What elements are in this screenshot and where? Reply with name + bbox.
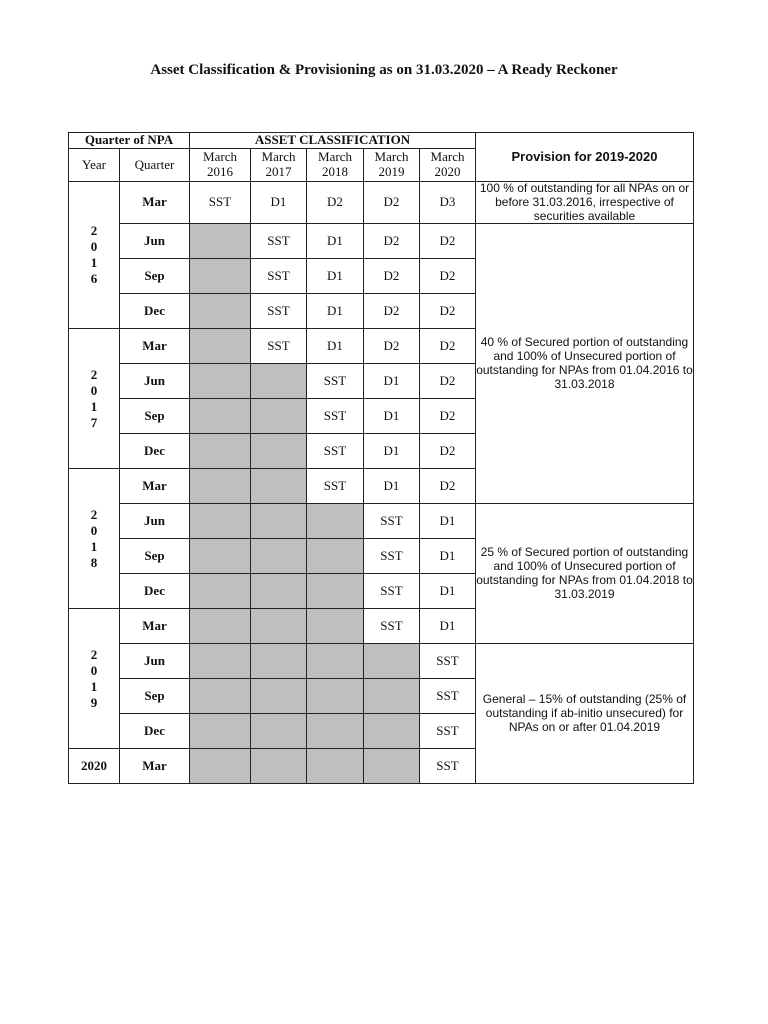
quarter-cell: Jun: [120, 644, 190, 679]
shaded-cell: [190, 539, 251, 574]
year-cell-2018: 2 0 1 8: [69, 469, 120, 609]
quarter-cell: Dec: [120, 294, 190, 329]
classification-cell: D1: [251, 182, 307, 224]
shaded-cell: [307, 609, 364, 644]
classification-cell: D2: [364, 182, 420, 224]
classification-cell: SST: [364, 609, 420, 644]
column-header-march-2017: March 2017: [251, 149, 307, 182]
table-row: [69, 504, 694, 539]
shaded-cell: [307, 644, 364, 679]
classification-cell: SST: [307, 469, 364, 504]
quarter-cell: Dec: [120, 574, 190, 609]
shaded-cell: [307, 749, 364, 784]
shaded-cell: [251, 679, 307, 714]
shaded-cell: [190, 714, 251, 749]
shaded-cell: [190, 469, 251, 504]
classification-cell: SST: [251, 329, 307, 364]
classification-cell: D2: [420, 399, 476, 434]
quarter-cell: Jun: [120, 504, 190, 539]
shaded-cell: [190, 224, 251, 259]
shaded-cell: [190, 644, 251, 679]
quarter-cell: Mar: [120, 609, 190, 644]
classification-cell: D2: [364, 329, 420, 364]
shaded-cell: [190, 259, 251, 294]
provision-header: Provision for 2019-2020: [476, 133, 694, 182]
classification-cell: D2: [307, 182, 364, 224]
shaded-cell: [190, 294, 251, 329]
shaded-cell: [251, 609, 307, 644]
shaded-cell: [364, 679, 420, 714]
table-row: [69, 182, 694, 224]
column-header-march-2018: March 2018: [307, 149, 364, 182]
provision-cell-2: 40 % of Secured portion of outstanding and 100% of Unsecured portion of outstanding for NPAs from 01.04.2016 to 31.03.2018: [476, 224, 694, 504]
shaded-cell: [190, 609, 251, 644]
classification-cell: SST: [420, 644, 476, 679]
shaded-cell: [307, 504, 364, 539]
classification-cell: SST: [364, 504, 420, 539]
shaded-cell: [251, 399, 307, 434]
classification-cell: D1: [364, 434, 420, 469]
quarter-cell: Dec: [120, 714, 190, 749]
classification-cell: D1: [420, 574, 476, 609]
classification-cell: SST: [307, 364, 364, 399]
classification-cell: D1: [364, 469, 420, 504]
classification-cell: SST: [307, 434, 364, 469]
column-header-march-2019: March 2019: [364, 149, 420, 182]
quarter-column-header: Quarter: [120, 149, 190, 182]
column-header-march-2020: March 2020: [420, 149, 476, 182]
shaded-cell: [364, 644, 420, 679]
classification-cell: D1: [420, 539, 476, 574]
classification-cell: D1: [420, 609, 476, 644]
classification-cell: D2: [420, 364, 476, 399]
classification-cell: D2: [420, 259, 476, 294]
classification-cell: D1: [307, 259, 364, 294]
shaded-cell: [190, 329, 251, 364]
provision-cell-1: 100 % of outstanding for all NPAs on or before 31.03.2016, irrespective of securities available: [476, 182, 694, 224]
year-cell-2016: 2 0 1 6: [69, 182, 120, 329]
classification-cell: D3: [420, 182, 476, 224]
column-header-march-2016: March 2016: [190, 149, 251, 182]
classification-cell: D2: [420, 329, 476, 364]
classification-cell: D2: [364, 294, 420, 329]
classification-cell: D1: [364, 399, 420, 434]
classification-cell: D1: [420, 504, 476, 539]
shaded-cell: [251, 644, 307, 679]
table-row: [69, 224, 694, 259]
classification-cell: D2: [420, 294, 476, 329]
classification-cell: D2: [420, 224, 476, 259]
shaded-cell: [251, 469, 307, 504]
shaded-cell: [364, 714, 420, 749]
shaded-cell: [307, 539, 364, 574]
shaded-cell: [190, 679, 251, 714]
reckoner-body: [69, 182, 694, 784]
shaded-cell: [251, 364, 307, 399]
shaded-cell: [190, 399, 251, 434]
quarter-cell: Sep: [120, 399, 190, 434]
classification-cell: D2: [420, 434, 476, 469]
year-cell-2019: 2 0 1 9: [69, 609, 120, 749]
classification-cell: SST: [251, 259, 307, 294]
provision-cell-4: General – 15% of outstanding (25% of outstanding if ab-initio unsecured) for NPAs on or after 01.04.2019: [476, 644, 694, 784]
classification-cell: SST: [190, 182, 251, 224]
classification-cell: SST: [251, 294, 307, 329]
classification-cell: SST: [251, 224, 307, 259]
classification-cell: SST: [364, 574, 420, 609]
shaded-cell: [364, 749, 420, 784]
classification-cell: D2: [364, 259, 420, 294]
classification-cell: SST: [307, 399, 364, 434]
classification-cell: D1: [307, 224, 364, 259]
shaded-cell: [251, 539, 307, 574]
classification-cell: D2: [420, 469, 476, 504]
quarter-cell: Mar: [120, 749, 190, 784]
shaded-cell: [251, 504, 307, 539]
year-column-header: Year: [69, 149, 120, 182]
table-row: [69, 644, 694, 679]
shaded-cell: [251, 574, 307, 609]
classification-cell: D1: [307, 294, 364, 329]
quarter-cell: Jun: [120, 364, 190, 399]
classification-cell: SST: [420, 679, 476, 714]
quarter-cell: Sep: [120, 539, 190, 574]
classification-cell: D2: [364, 224, 420, 259]
quarter-cell: Dec: [120, 434, 190, 469]
quarter-cell: Mar: [120, 329, 190, 364]
shaded-cell: [190, 364, 251, 399]
shaded-cell: [307, 574, 364, 609]
provision-cell-3: 25 % of Secured portion of outstanding and 100% of Unsecured portion of outstanding for NPAs from 01.04.2018 to 31.03.2019: [476, 504, 694, 644]
shaded-cell: [307, 714, 364, 749]
classification-cell: SST: [364, 539, 420, 574]
quarter-cell: Jun: [120, 224, 190, 259]
classification-cell: SST: [420, 749, 476, 784]
classification-cell: D1: [307, 329, 364, 364]
year-cell-2020: 2020: [69, 749, 120, 784]
shaded-cell: [190, 574, 251, 609]
shaded-cell: [251, 714, 307, 749]
quarter-cell: Mar: [120, 182, 190, 224]
quarter-of-npa-header: Quarter of NPA: [69, 133, 190, 149]
asset-classification-header: ASSET CLASSIFICATION: [190, 133, 476, 149]
shaded-cell: [190, 504, 251, 539]
quarter-cell: Sep: [120, 259, 190, 294]
shaded-cell: [307, 679, 364, 714]
classification-cell: D1: [364, 364, 420, 399]
year-cell-2017: 2 0 1 7: [69, 329, 120, 469]
shaded-cell: [251, 434, 307, 469]
shaded-cell: [190, 749, 251, 784]
reckoner-table: [68, 132, 694, 784]
page-title: Asset Classification & Provisioning as on 31.03.2020 – A Ready Reckoner: [150, 62, 618, 78]
shaded-cell: [190, 434, 251, 469]
quarter-cell: Mar: [120, 469, 190, 504]
quarter-cell: Sep: [120, 679, 190, 714]
shaded-cell: [251, 749, 307, 784]
classification-cell: SST: [420, 714, 476, 749]
